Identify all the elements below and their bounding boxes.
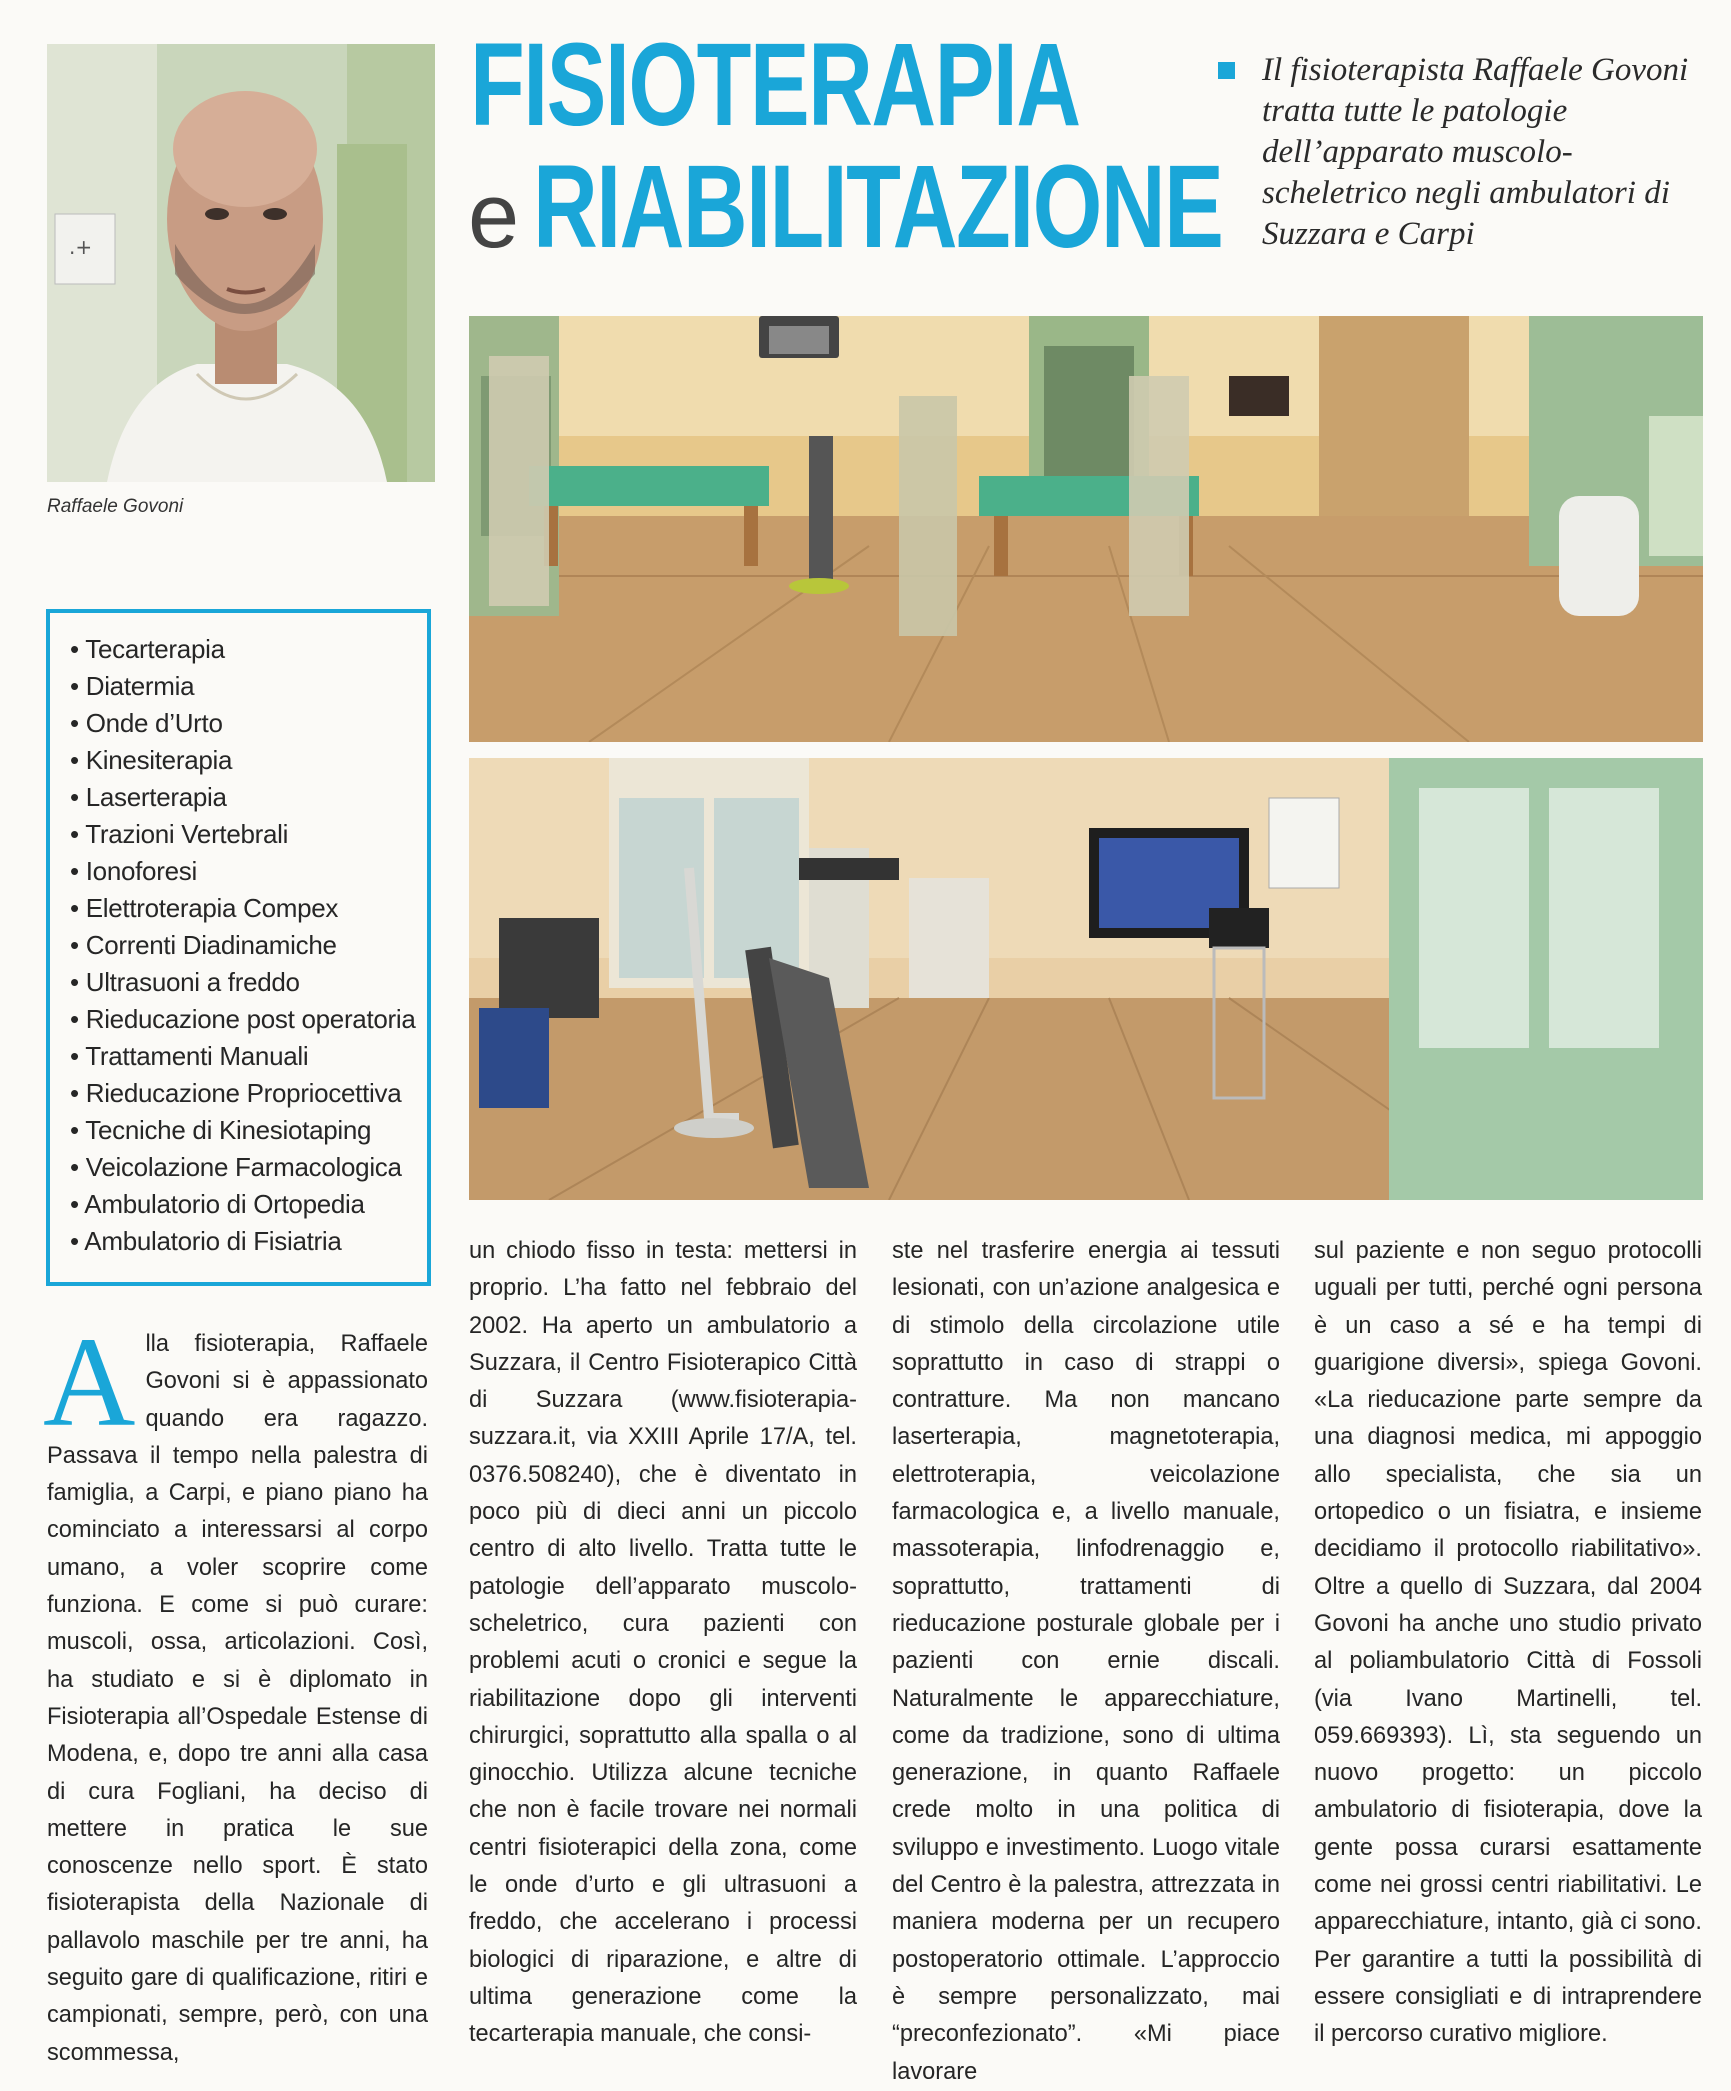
subtitle-bullet-square xyxy=(1218,62,1235,79)
service-item: • Onde d’Urto xyxy=(70,705,416,742)
service-item: • Kinesiterapia xyxy=(70,742,416,779)
service-item: • Correnti Diadinamiche xyxy=(70,927,416,964)
service-item: • Trattamenti Manuali xyxy=(70,1038,416,1075)
service-item: • Ambulatorio di Fisiatria xyxy=(70,1223,416,1260)
article-column-4-text: sul paziente e non seguo protocolli uguali per tutti, perché ogni persona è un caso a sé e ha tempi di guarigione diversi», spiega Govoni. «La rieducazione parte sempre da una diagnosi medica, mi appoggio allo specialista, che sia un ortopedico o un fisiatra, e insieme decidiamo il protocollo riabilitativo». Oltre a quello di Suzzara, dal 2004 Govoni ha anche uno studio privato al poliambulatorio Città di Fossoli (via Ivano Martinelli, tel. 059.669393). Lì, sta seguendo un nuovo progetto: un piccolo ambulatorio di fisioterapia, dove la gente possa curarsi esattamente come nei grossi centri riabilitativi. Le apparecchiature, intanto, già ci sono. Per garantire a tutti la possibilità di essere consigliati e di intraprendere il percorso curativo migliore. xyxy=(1314,1238,1702,2048)
article-column-1-text: lla fisioterapia, Raffaele Govoni si è appassionato quando era ragazzo. Passava il tempo nella palestra di famiglia, a Carpi, e piano piano ha cominciato a interessarsi al corpo umano, a voler scoprire come funziona. E come si può curare: muscoli, ossa, articolazioni. Così, ha studiato e si è diplomato in Fisioterapia all’Ospedale Estense di Modena, e, dopo tre anni alla casa di cura Fogliani, ha deciso di mettere in pratica le sue conoscenze nello sport. È stato fisioterapista della Nazionale di pallavolo maschile per tre anni, ha seguito gare di qualificazione, ritiri e campionati, sempre, però, con una scommessa, xyxy=(47,1331,428,2066)
drop-cap: A xyxy=(43,1311,136,1453)
article-column-1 xyxy=(43,1311,428,2072)
service-item: • Diatermia xyxy=(70,668,416,705)
svg-text:.+: .+ xyxy=(69,235,93,259)
article-column-3-text: ste nel trasferire energia ai tessuti lesionati, con un’azione analgesica e di stimolo della circolazione utile soprattutto in caso di strappi o contratture. Ma non mancano laserterapia, magnetoterapia, elettroterapia, veicolazione farmacologica e, a livello manuale, massoterapia, linfodrenaggio e, soprattutto, trattamenti di rieducazione posturale globale per i pazienti con ernie discali. Naturalmente le apparecchiature, come da tradizione, sono di ultima generazione, in quanto Raffaele crede molto in una politica di sviluppo e investimento. Luogo vitale del Centro è la palestra, attrezzata in maniera moderna per un recupero postoperatorio ottimale. L’approccio è sempre personalizzato, mai “preconfezionato”. «Mi piace lavorare xyxy=(892,1238,1280,2085)
service-item: • Tecniche di Kinesiotaping xyxy=(70,1112,416,1149)
service-item: • Elettroterapia Compex xyxy=(70,890,416,927)
title-connector: e xyxy=(468,165,520,267)
service-item: • Tecarterapia xyxy=(70,631,416,668)
article-subtitle: Il fisioterapista Raffaele Govoni tratta tutte le patologie dell’apparato muscolo-scheletrico negli ambulatori di Suzzara e Carpi xyxy=(1262,52,1689,252)
service-item: • Trazioni Vertebrali xyxy=(70,816,416,853)
service-item: • Laserterapia xyxy=(70,779,416,816)
service-item: • Rieducazione post operatoria xyxy=(70,1001,416,1038)
article-column-4 xyxy=(1314,1233,1702,2054)
portrait-caption: Raffaele Govoni xyxy=(47,496,184,517)
portrait-photo xyxy=(47,44,435,482)
services-list xyxy=(70,631,416,1260)
article-column-3 xyxy=(892,1233,1280,2091)
service-item: • Ambulatorio di Ortopedia xyxy=(70,1186,416,1223)
article-column-2-text: un chiodo fisso in testa: mettersi in proprio. L’ha fatto nel febbraio del 2002. Ha aperto un ambulatorio a Suzzara, il Centro Fisioterapico Città di Suzzara (www.fisioterapia-suzzara.it, via XXIII Aprile 17/A, tel. 0376.508240), che è diventato in poco più di dieci anni un piccolo centro di alto livello. Tratta tutte le patologie dell’apparato muscolo-scheletrico, cura pazienti con problemi acuti o cronici e segue la riabilitazione dopo gli interventi chirurgici, soprattutto alla spalla o al ginocchio. Utilizza alcune tecniche che non è facile trovare nei normali centri fisioterapici della zona, come le onde d’urto e gli ultrasuoni a freddo, che accelerano i processi biologici di riparazione, e altre di ultima generazione come la tecarterapia manuale, che consi- xyxy=(469,1238,857,2048)
article-column-2 xyxy=(469,1233,857,2054)
service-item: • Ultrasuoni a freddo xyxy=(70,964,416,1001)
service-item: • Veicolazione Farmacologica xyxy=(70,1149,416,1186)
title-word-riabilitazione: RIABILITAZIONE xyxy=(533,141,1223,273)
service-item: • Rieducazione Propriocettiva xyxy=(70,1075,416,1112)
article-title-line1: FISIOTERAPIA xyxy=(470,19,1080,151)
service-item: • Ionoforesi xyxy=(70,853,416,890)
gym-photo xyxy=(469,758,1703,1200)
treatment-room-photo xyxy=(469,316,1703,742)
services-box xyxy=(46,609,431,1286)
